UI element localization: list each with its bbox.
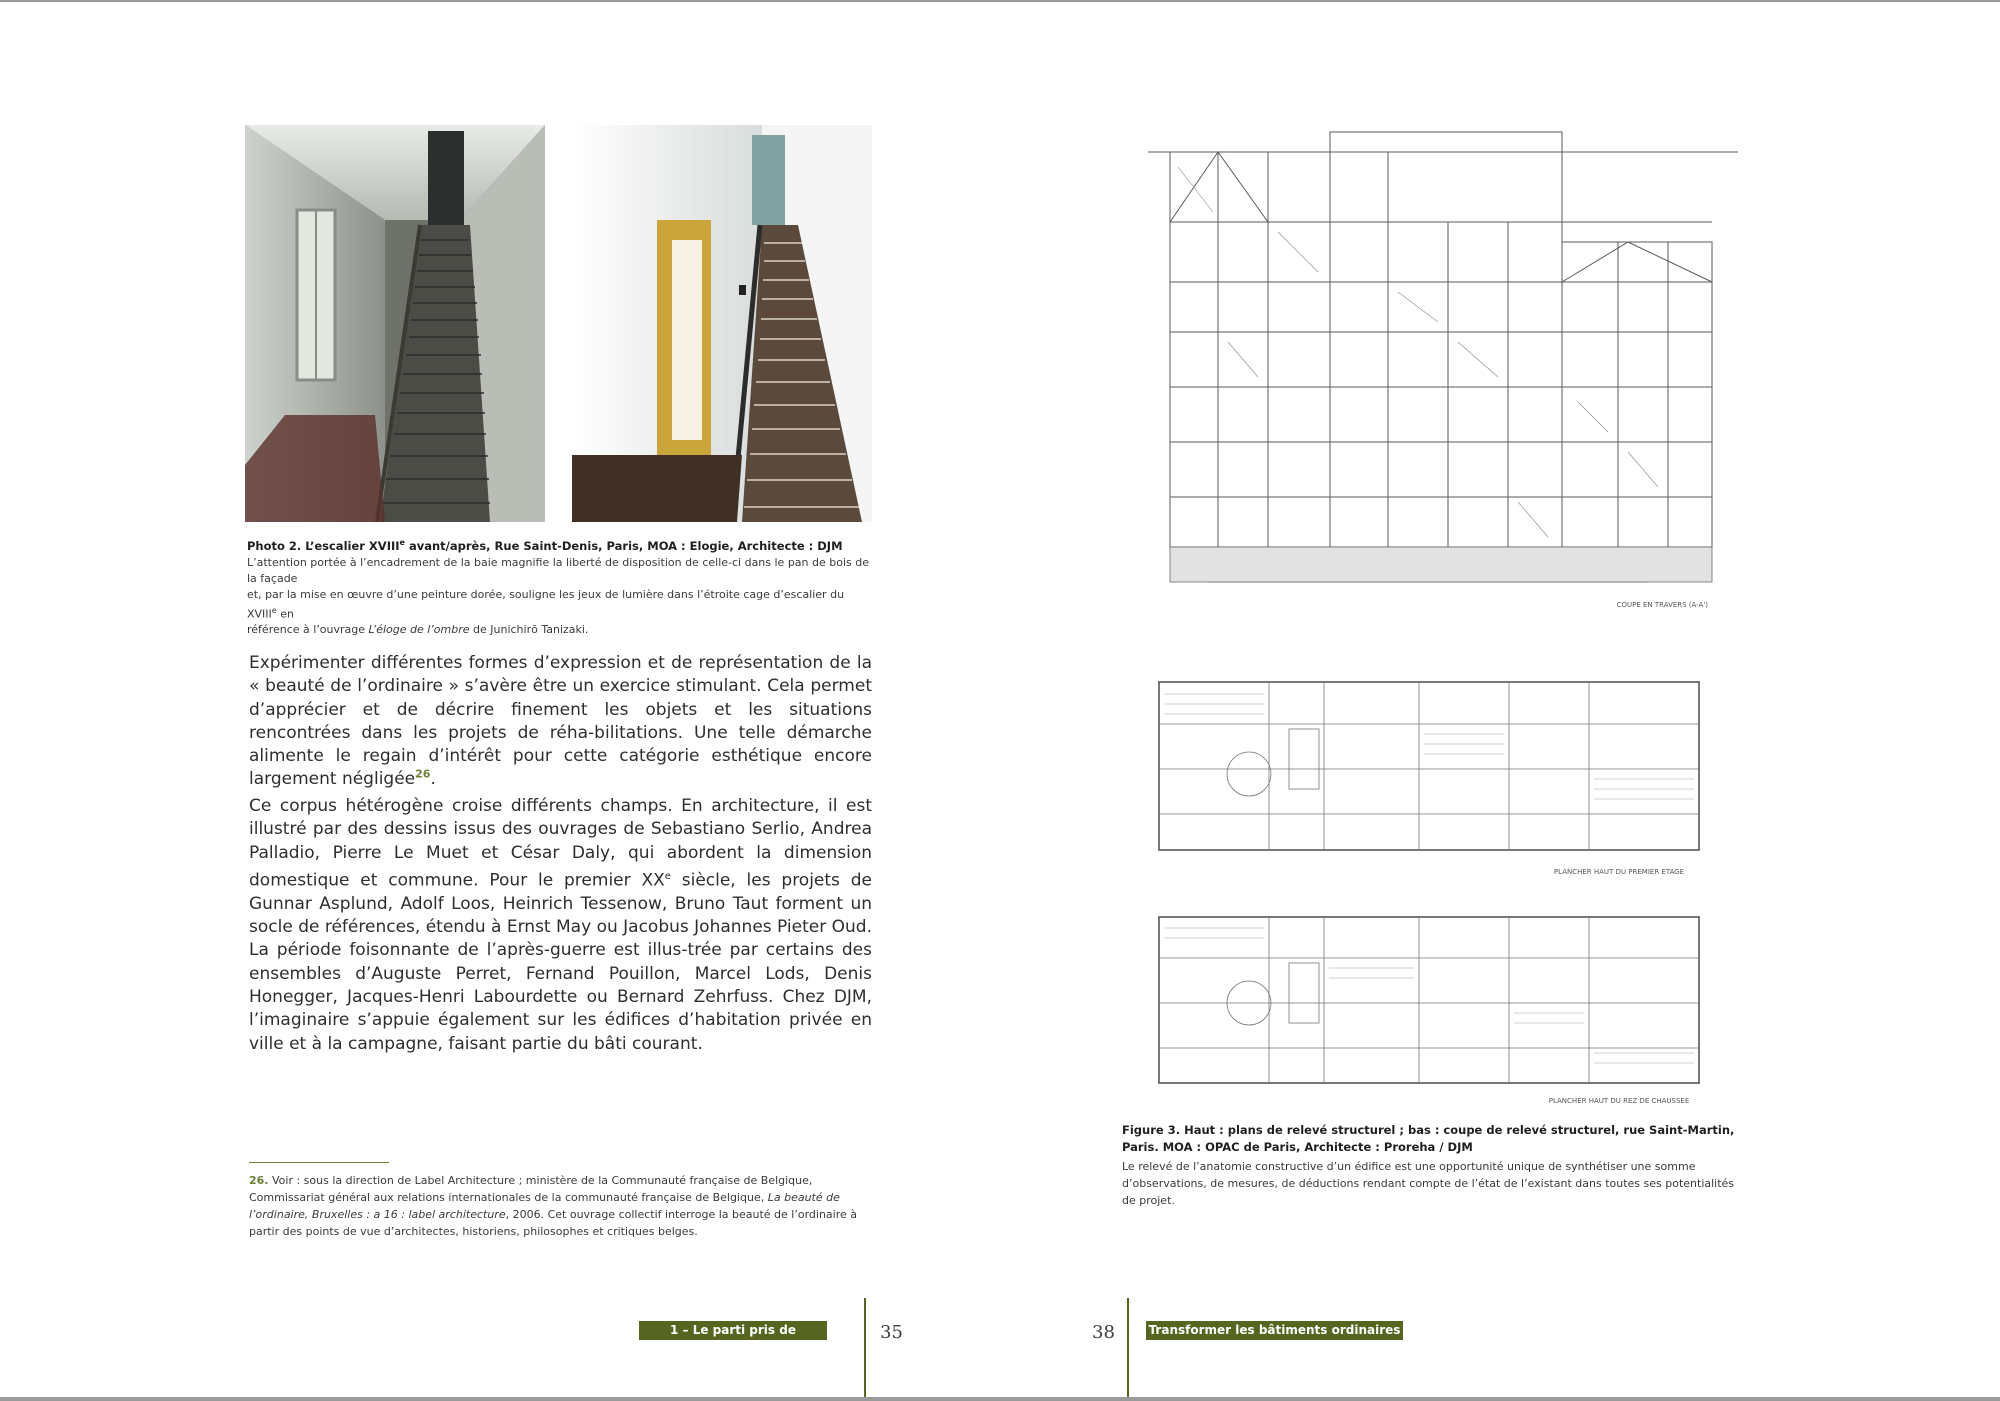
bottom-border <box>0 1397 2000 1401</box>
photo-caption-title: Photo 2. L’escalier XVIIIe avant/après, Rue Saint-Denis, Paris, MOA : Elogie, Architecte : DJM <box>247 538 843 553</box>
photo-staircase-before <box>245 125 545 522</box>
drawing-caption-title: Figure 3. Haut : plans de relevé structurel ; bas : coupe de relevé structurel, rue Saint-Martin, Paris. MOA : OPAC de Paris, Architecte : Proreha / DJM <box>1122 1123 1735 1154</box>
page-number-left: 35 <box>880 1322 903 1343</box>
plan1-label: PLANCHER HAUT DU PREMIER ETAGE <box>1553 868 1685 876</box>
footnote: 26. Voir : sous la direction de Label Architecture ; ministère de la Communauté française de Belgique, Commissariat général aux relations internationales de la communauté française de Belgique, La beauté de l’ordinaire, Bruxelles : a 16 : label architecture, 2006. Cet ouvrage collectif interroge la beauté de l’ordinaire à partir des points de vue d’architectes, historiens, philosophes et critiques belges. <box>249 1174 857 1238</box>
body-paragraph-1: Expérimenter différentes formes d’expression et de représentation de la « beauté de l’ordinaire » s’avère être un exercice stimulant. Cela permet d’apprécier et de décrire finement les objets et les situations rencontrées dans les projets de réha-bilitations. Une telle démarche alimente le regain d’intérêt pour cette catégorie esthétique encore largement négligée$^{26}$. <box>249 653 872 790</box>
footer-divider-left <box>864 1298 866 1397</box>
top-border <box>0 0 2000 2</box>
body-paragraph-2: Ce corpus hétérogène croise différents champs. En architecture, il est illustré par des dessins issus des ouvrages de Sebastiano Serlio, Andrea Palladio, Pierre Le Muet et César Daly, qui abordent la dimension domestique et commune. Pour le premier XXe siècle, les projets de Gunnar Asplund, Adolf Loos, Heinrich Tessenow, Bruno Taut forment un socle de références, étendu à Ernst May ou Jacobus Johannes Pieter Oud. La période foisonnante de l’après-guerre est illus-trée par certains des ensembles d’Auguste Perret, Fernand Pouillon, Marcel Lods, Denis Honegger, Jacques-Henri Labourdette ou Bernard Zehrfuss. Chez DJM, l’imaginaire s’appuie également sur les édifices d’habitation privée en ville et à la campagne, faisant partie du bâti courant. <box>249 796 872 1054</box>
photo-staircase-after <box>572 125 872 522</box>
footer-divider-right <box>1127 1298 1129 1397</box>
drawing-structural-plan-first-floor <box>1119 664 1755 884</box>
footnote-reference[interactable]: 26 <box>415 767 431 781</box>
drawing-caption <box>1122 1122 1742 1209</box>
drawing-caption-text: Le relevé de l’anatomie constructive d’un édifice est une opportunité unique de synthétiser une somme d’observations, de mesures, de déductions rendant compte de l’état de l’existant dans toutes ses potentialités de projet. <box>1122 1160 1735 1207</box>
page-number-right: 38 <box>1092 1322 1115 1343</box>
chapter-tab-left[interactable]: 1 – Le parti pris de l’ordinaire <box>639 1321 827 1340</box>
drawing-structural-section <box>1148 122 1738 647</box>
chapter-tab-right[interactable]: Transformer les bâtiments ordinaires <box>1146 1321 1403 1340</box>
drawing-structural-plan-ground-floor <box>1119 903 1755 1113</box>
photo-caption-text: L’attention portée à l’encadrement de la baie magnifie la liberté de disposition de celle-ci dans le pan de bois de la façade et, par la mise en œuvre d’une peinture dorée, souligne les jeux de lumière dans l’étroite cage d’escalier du XVIIIe en référence à l’ouvrage L’éloge de l’ombre de Junichirō Tanizaki. <box>247 555 870 637</box>
section-label: COUPE EN TRAVERS (A-A') <box>1616 601 1708 609</box>
photo-caption <box>247 538 877 638</box>
plan2-label: PLANCHER HAUT DU REZ DE CHAUSSEE <box>1548 1097 1690 1105</box>
footnote-divider <box>249 1162 389 1163</box>
